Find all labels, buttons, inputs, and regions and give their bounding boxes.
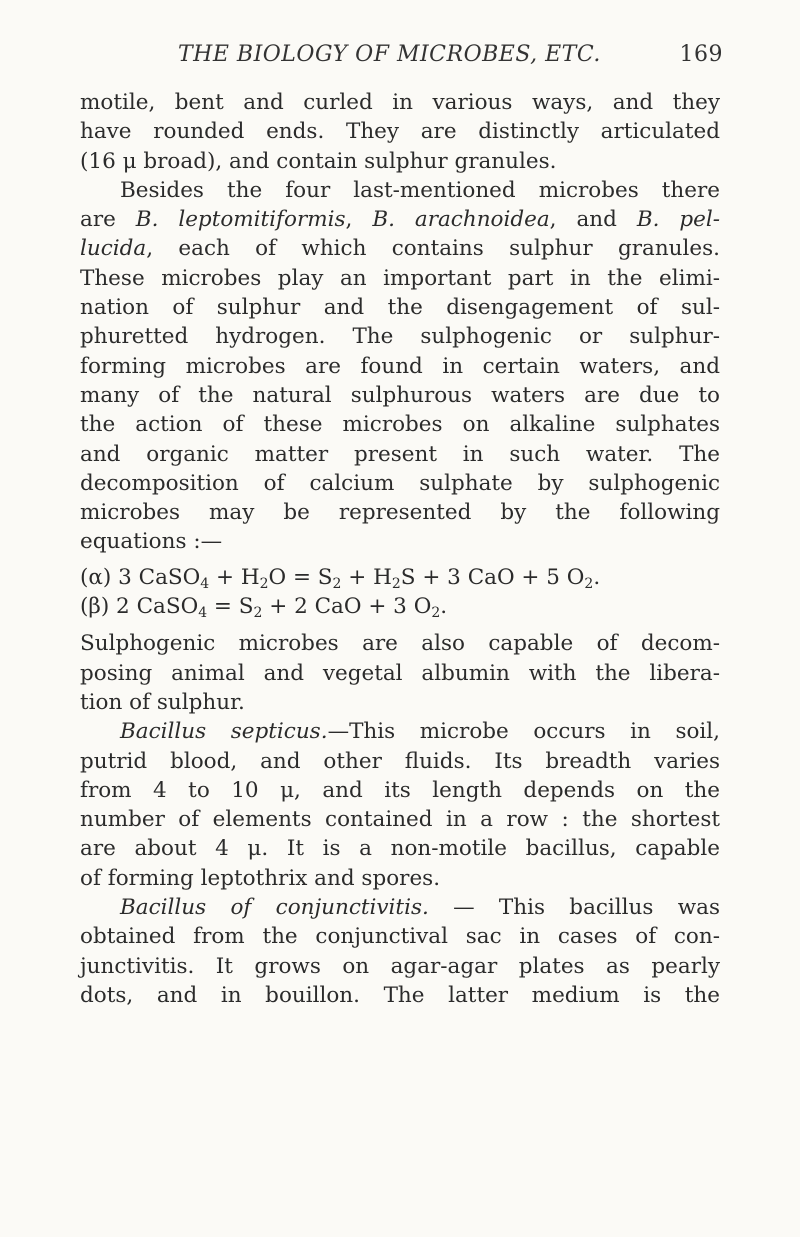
text-line: dots, and in bouillon. The latter medium is the (80, 982, 720, 1008)
text-line: posing animal and vegetal albumin with the libera- (80, 660, 720, 686)
running-header (178, 42, 723, 67)
text-line: Bacillus septicus.—This microbe occurs in soil, (120, 719, 721, 745)
text-line: putrid blood, and other fluids. Its breadth varies (80, 748, 720, 774)
equation-beta: (β) 2 CaSO$_4$ = $S_2 + 2$ CaO + 3 $O_2$. (80, 594, 448, 622)
text-line: lucida, each of which contains sulphur granules. (80, 236, 720, 262)
page-number: 169 (679, 42, 723, 67)
text-line: equations :— (80, 529, 223, 555)
text-line: microbes may be represented by the following (80, 500, 720, 526)
text-line: number of elements contained in a row : the shortest (80, 807, 720, 833)
text-line: many of the natural sulphurous waters are due to (80, 382, 720, 408)
paragraph-bacillus-conjunctivitis (80, 893, 720, 1010)
equation-label: (α) (80, 564, 112, 590)
section-title: Bacillus septicus. (120, 719, 328, 745)
paragraph-3 (80, 629, 720, 717)
paragraph-bacillus-septicus (80, 717, 720, 893)
text-line: phuretted hydrogen. The sulphogenic or sulphur- (80, 324, 720, 350)
text-line: (16 μ broad), and contain sulphur granules. (80, 148, 557, 174)
paragraph-2 (80, 176, 720, 557)
text-line: Sulphogenic microbes are also capable of decom- (80, 631, 720, 657)
text-line: the action of these microbes on alkaline sulphates (80, 412, 720, 438)
text-line: have rounded ends. They are distinctly articulated (80, 119, 720, 145)
text-line: of forming leptothrix and spores. (80, 865, 441, 891)
text-line: and organic matter present in such water. The (80, 441, 720, 467)
text-line: Besides the four last-mentioned microbes there (120, 177, 720, 203)
text-line: junctivitis. It grows on agar-agar plates as pearly (80, 953, 720, 979)
text-line: obtained from the conjunctival sac in cases of con- (80, 924, 720, 950)
text-line: motile, bent and curled in various ways, and they (80, 90, 720, 115)
text-line: decomposition of calcium sulphate by sulphogenic (80, 470, 720, 496)
text-line: These microbes play an important part in the elimi- (80, 265, 720, 291)
text-line: Bacillus of conjunctivitis. — This bacillus was (120, 895, 720, 921)
text-line: forming microbes are found in certain waters, and (80, 353, 720, 379)
text-line: nation of sulphur and the disengagement of sul- (80, 295, 720, 321)
equation-alpha: (α) 3 CaSO$_4$ + $H_2O = S_2 + H_2S + 3$ CaO + 5 $O_2$. (80, 564, 601, 592)
text-line: are about 4 μ. It is a non-motile bacillus, capable (80, 836, 720, 862)
paragraph-1 (80, 88, 720, 176)
running-title: THE BIOLOGY OF MICROBES, ETC. (178, 42, 601, 67)
equation-label: (β) (80, 594, 110, 620)
text-line: tion of sulphur. (80, 689, 245, 715)
section-title: Bacillus of conjunctivitis. (120, 895, 429, 921)
text-line: are B. leptomitiformis, B. arachnoidea, and B. pel- (80, 207, 721, 233)
page-body (80, 88, 720, 1010)
text-line: from 4 to 10 μ, and its length depends on the (80, 777, 720, 803)
